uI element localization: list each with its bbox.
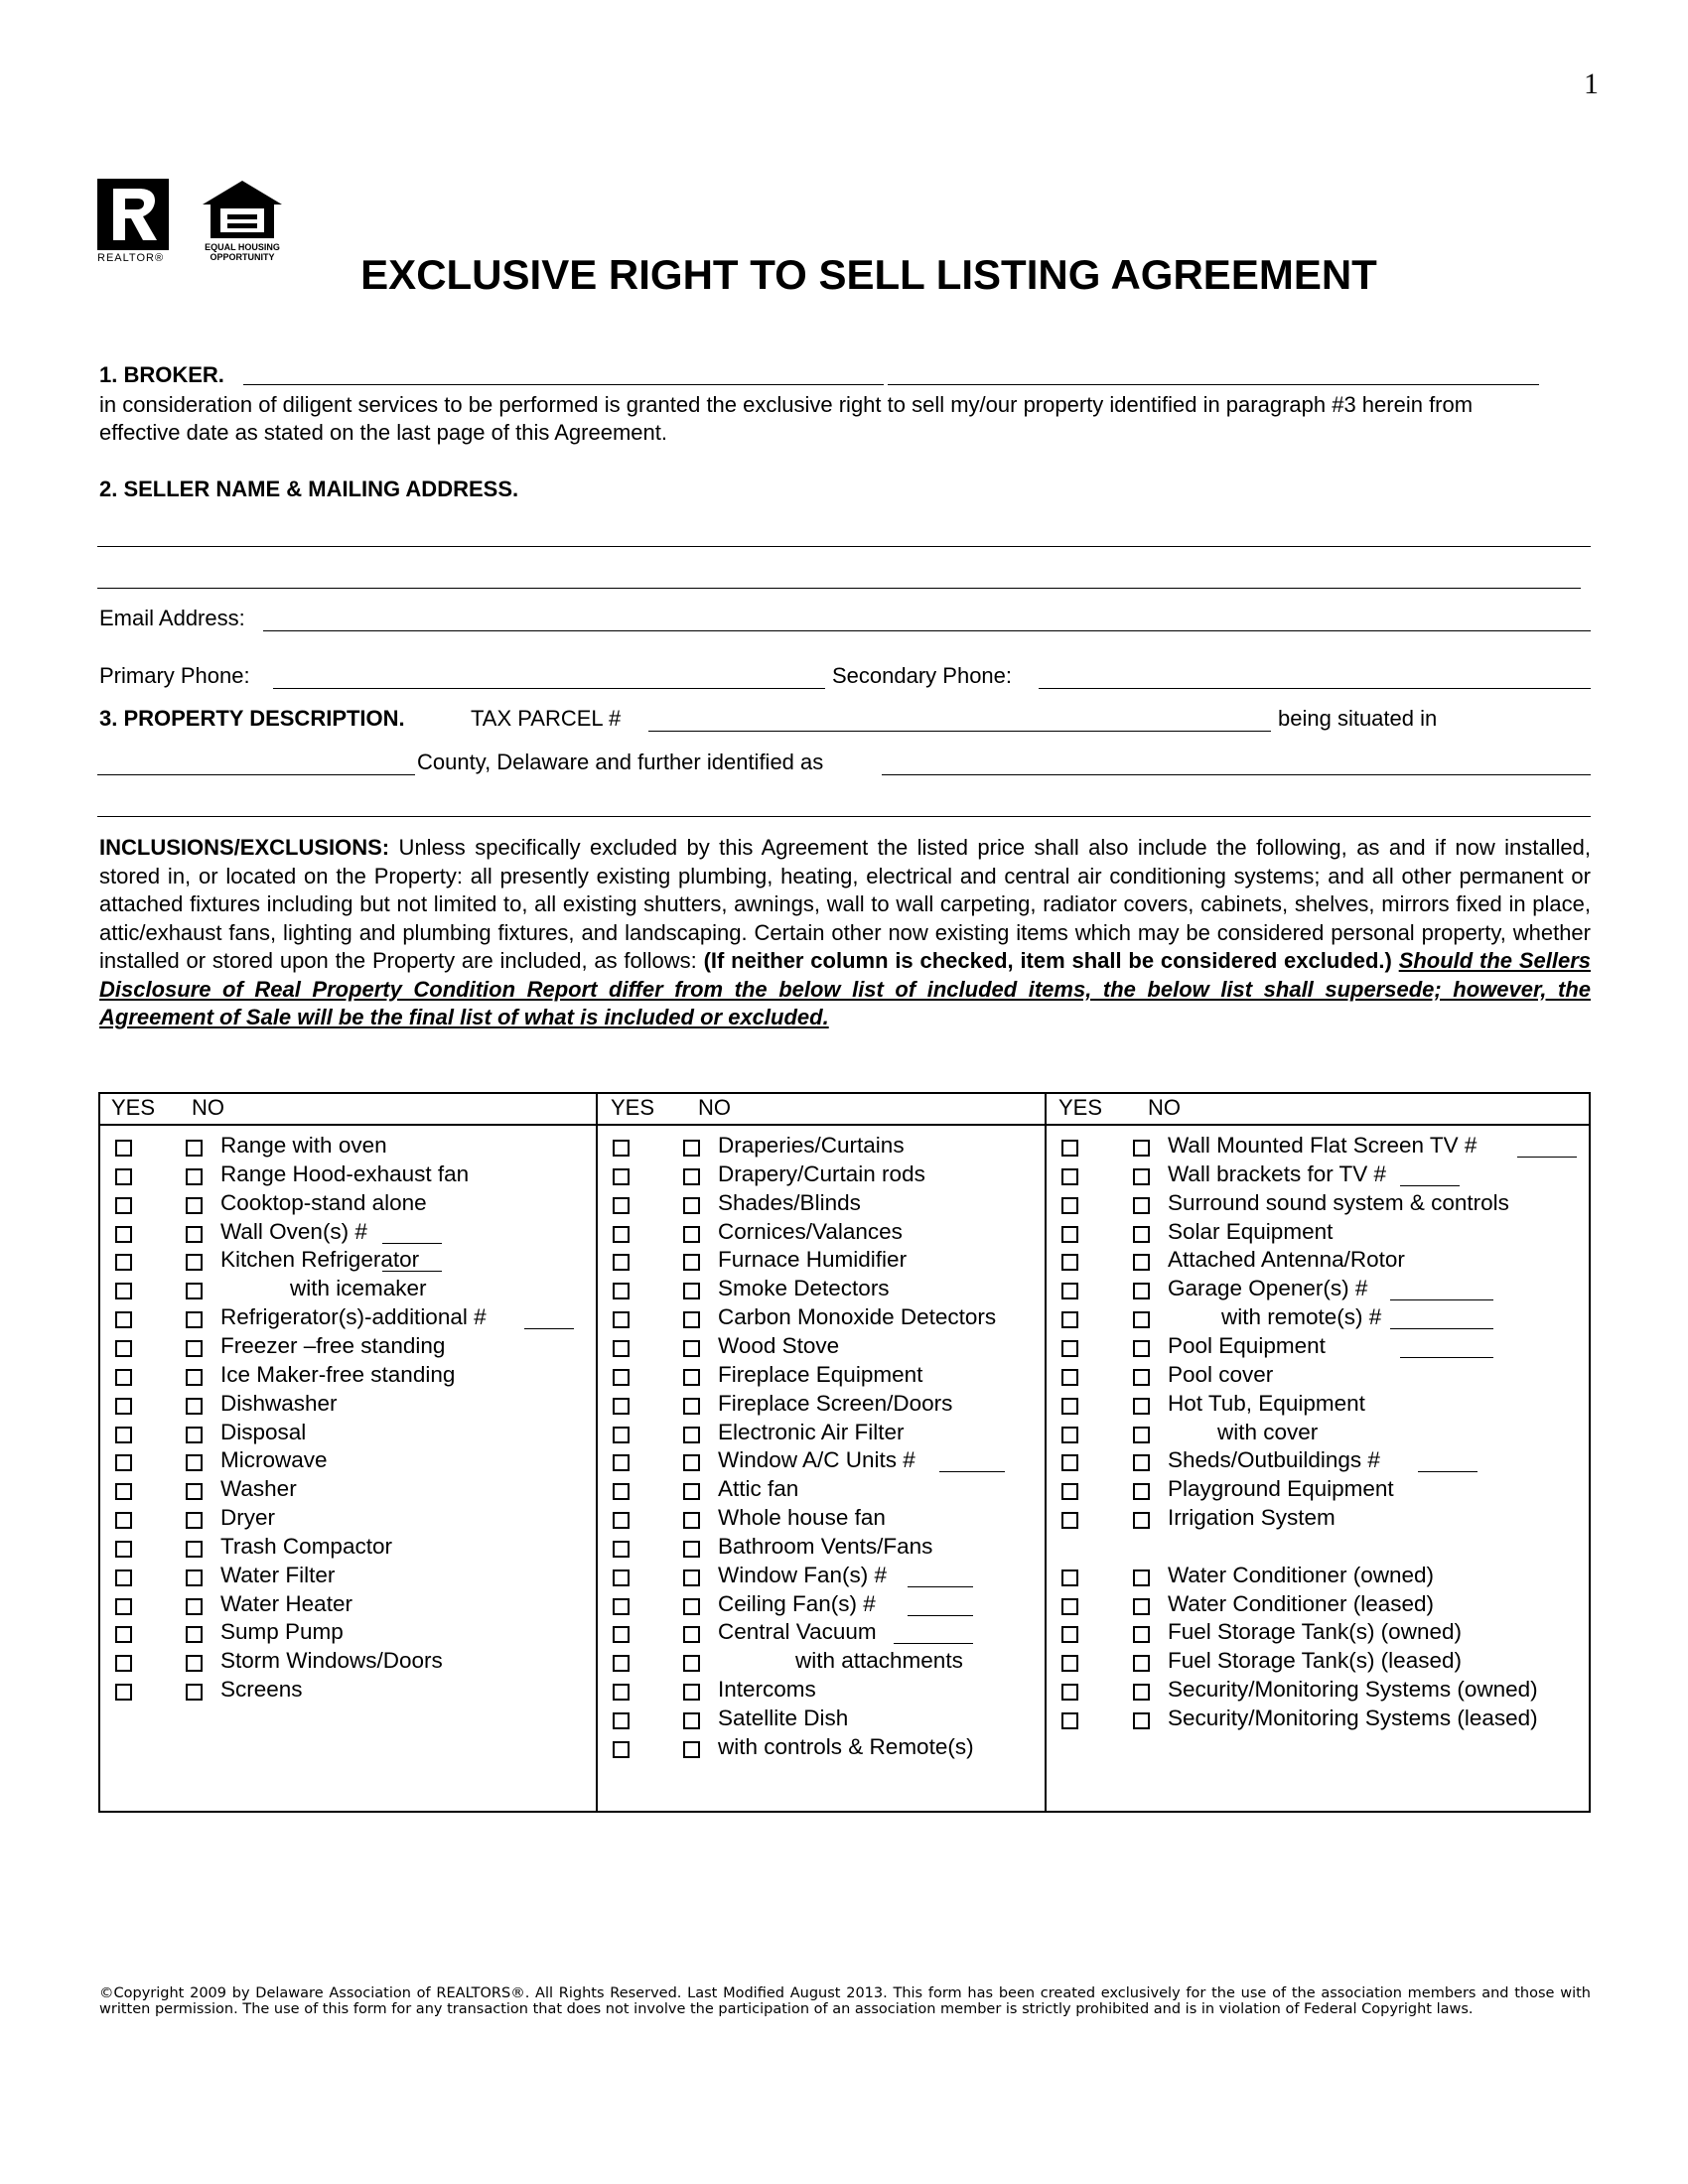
checklist-item-label: Whole house fan <box>718 1505 886 1531</box>
column-divider <box>1045 1092 1047 1813</box>
yes-checkbox[interactable] <box>115 1283 132 1299</box>
no-checkbox[interactable] <box>186 1454 203 1471</box>
checklist-item-label: Irrigation System <box>1168 1505 1336 1531</box>
yes-checkbox[interactable] <box>1061 1254 1078 1271</box>
yes-checkbox[interactable] <box>613 1570 630 1586</box>
yes-checkbox[interactable] <box>115 1541 132 1558</box>
checklist-item-label: Central Vacuum <box>718 1619 877 1645</box>
no-checkbox[interactable] <box>683 1254 700 1271</box>
checklist-item-label: Furnace Humidifier <box>718 1247 908 1273</box>
checklist-item-label: Ice Maker-free standing <box>220 1361 456 1387</box>
yes-checkbox[interactable] <box>613 1427 630 1443</box>
no-checkbox[interactable] <box>1133 1598 1150 1615</box>
no-checkbox[interactable] <box>683 1427 700 1443</box>
yes-checkbox[interactable] <box>115 1398 132 1415</box>
no-checkbox[interactable] <box>1133 1512 1150 1529</box>
yes-column-header: YES <box>611 1095 655 1120</box>
yes-checkbox[interactable] <box>613 1254 630 1271</box>
no-checkbox[interactable] <box>186 1570 203 1586</box>
inclusions-bold-note: (If neither column is checked, item shall be considered excluded.) <box>703 948 1392 973</box>
checklist-item-label: Trash Compactor <box>220 1533 392 1559</box>
yes-checkbox[interactable] <box>115 1655 132 1672</box>
broker-text: in consideration of diligent services to be performed is granted the exclusive right to sell my/our property identified in paragraph #3 herein from effective date as stated on the last page of this Agreement. <box>99 392 1474 445</box>
checklist-item-label: Electronic Air Filter <box>718 1419 905 1444</box>
yes-checkbox[interactable] <box>1061 1369 1078 1386</box>
yes-checkbox[interactable] <box>1061 1684 1078 1701</box>
no-checkbox[interactable] <box>186 1140 203 1157</box>
quantity-field[interactable] <box>1390 1328 1493 1329</box>
yes-checkbox[interactable] <box>613 1340 630 1357</box>
no-checkbox[interactable] <box>186 1483 203 1500</box>
no-checkbox[interactable] <box>683 1197 700 1214</box>
yes-checkbox[interactable] <box>1061 1626 1078 1643</box>
yes-checkbox[interactable] <box>1061 1427 1078 1443</box>
email-field[interactable] <box>263 630 1591 631</box>
no-checkbox[interactable] <box>1133 1340 1150 1357</box>
quantity-field[interactable] <box>1390 1299 1493 1300</box>
no-checkbox[interactable] <box>1133 1570 1150 1586</box>
checklist-item-label: Sump Pump <box>220 1619 344 1645</box>
no-checkbox[interactable] <box>1133 1168 1150 1185</box>
no-checkbox[interactable] <box>683 1655 700 1672</box>
checklist-item-label: Intercoms <box>718 1677 816 1703</box>
yes-checkbox[interactable] <box>115 1454 132 1471</box>
inclusions-label: INCLUSIONS/EXCLUSIONS: <box>99 835 390 860</box>
yes-checkbox[interactable] <box>1061 1226 1078 1243</box>
no-checkbox[interactable] <box>1133 1655 1150 1672</box>
inclusions-italic-note: Should the Sellers Disclosure of Real Property Condition Report differ from the below list of included items, the below list shall supersede; however, the Agreement of Sale will be the final list of what is included or excluded. <box>99 948 1591 1029</box>
checklist-item-label: Ceiling Fan(s) # <box>718 1590 876 1616</box>
no-column-header: NO <box>192 1095 224 1120</box>
yes-checkbox[interactable] <box>613 1226 630 1243</box>
yes-checkbox[interactable] <box>613 1741 630 1758</box>
no-checkbox[interactable] <box>683 1598 700 1615</box>
secondary-phone-field[interactable] <box>1039 688 1591 689</box>
checklist-item-label: Attic fan <box>718 1476 799 1502</box>
yes-checkbox[interactable] <box>1061 1512 1078 1529</box>
equal-housing-text: EQUAL HOUSING OPPORTUNITY <box>205 242 280 262</box>
yes-column-header: YES <box>1058 1095 1103 1120</box>
no-checkbox[interactable] <box>1133 1483 1150 1500</box>
no-checkbox[interactable] <box>186 1598 203 1615</box>
yes-checkbox[interactable] <box>613 1369 630 1386</box>
seller-address-line-1[interactable] <box>97 546 1591 547</box>
no-checkbox[interactable] <box>186 1512 203 1529</box>
no-checkbox[interactable] <box>683 1684 700 1701</box>
no-checkbox[interactable] <box>683 1454 700 1471</box>
yes-checkbox[interactable] <box>613 1684 630 1701</box>
seller-address-line-2[interactable] <box>97 588 1581 589</box>
inclusions-text: Unless specifically excluded by this Agreement the listed price shall also include the following, as and if now installed, stored in, or located on the Property: all presently existing plumbing, heating, electrical and central air conditioning systems; and all other permanent or attached fixtures including but not limited to, all existing shutters, awnings, wall to wall carpeting, radiator covers, cabinets, shelves, mirrors fixed in place, attic/exhaust fans, lighting and plumbing fixtures, and landscaping. Certain other now existing items which may be considered personal property, whether installed or stored upon the Property are included, as follows: <box>99 835 1591 973</box>
checklist-item-label: with icemaker <box>290 1276 427 1301</box>
checklist-item-label: Wood Stove <box>718 1332 840 1358</box>
no-column-header: NO <box>1148 1095 1181 1120</box>
yes-checkbox[interactable] <box>1061 1655 1078 1672</box>
checklist-item-label: Bathroom Vents/Fans <box>718 1533 933 1559</box>
yes-checkbox[interactable] <box>115 1311 132 1328</box>
checklist-item-label: Draperies/Curtains <box>718 1133 905 1158</box>
yes-checkbox[interactable] <box>1061 1311 1078 1328</box>
no-column-header: NO <box>698 1095 731 1120</box>
yes-checkbox[interactable] <box>1061 1598 1078 1615</box>
no-checkbox[interactable] <box>186 1541 203 1558</box>
no-checkbox[interactable] <box>1133 1226 1150 1243</box>
broker-name-field-2[interactable] <box>888 384 1539 385</box>
checklist-item-label: Smoke Detectors <box>718 1276 890 1301</box>
county-text: County, Delaware and further identified as <box>417 750 824 774</box>
yes-checkbox[interactable] <box>1061 1483 1078 1500</box>
checklist-item-label: Wall brackets for TV # <box>1168 1160 1387 1186</box>
no-checkbox[interactable] <box>683 1741 700 1758</box>
no-checkbox[interactable] <box>186 1226 203 1243</box>
no-checkbox[interactable] <box>683 1541 700 1558</box>
yes-checkbox[interactable] <box>613 1712 630 1729</box>
no-checkbox[interactable] <box>1133 1140 1150 1157</box>
broker-label: 1. BROKER. <box>99 362 224 387</box>
checklist-item-label: Screens <box>220 1677 303 1703</box>
no-checkbox[interactable] <box>683 1512 700 1529</box>
quantity-field[interactable] <box>1418 1471 1477 1472</box>
no-checkbox[interactable] <box>1133 1369 1150 1386</box>
no-checkbox[interactable] <box>683 1712 700 1729</box>
equal-housing-icon <box>201 179 284 240</box>
checklist-item-label: Satellite Dish <box>718 1706 849 1730</box>
checklist-item-label: Fuel Storage Tank(s) (owned) <box>1168 1619 1462 1645</box>
yes-checkbox[interactable] <box>115 1226 132 1243</box>
no-checkbox[interactable] <box>683 1340 700 1357</box>
yes-checkbox[interactable] <box>115 1427 132 1443</box>
checklist-item-label: with cover <box>1217 1419 1319 1444</box>
yes-checkbox[interactable] <box>1061 1398 1078 1415</box>
no-checkbox[interactable] <box>1133 1684 1150 1701</box>
yes-checkbox[interactable] <box>1061 1570 1078 1586</box>
yes-checkbox[interactable] <box>613 1512 630 1529</box>
yes-checkbox[interactable] <box>115 1570 132 1586</box>
quantity-field[interactable] <box>382 1271 442 1272</box>
no-checkbox[interactable] <box>683 1398 700 1415</box>
no-checkbox[interactable] <box>1133 1254 1150 1271</box>
quantity-field[interactable] <box>524 1328 574 1329</box>
yes-checkbox[interactable] <box>613 1283 630 1299</box>
yes-checkbox[interactable] <box>613 1541 630 1558</box>
yes-checkbox[interactable] <box>115 1598 132 1615</box>
no-checkbox[interactable] <box>186 1340 203 1357</box>
no-checkbox[interactable] <box>683 1140 700 1157</box>
yes-checkbox[interactable] <box>613 1626 630 1643</box>
situated-label: being situated in <box>1278 706 1438 731</box>
checklist-item-label: with controls & Remote(s) <box>718 1733 974 1759</box>
no-checkbox[interactable] <box>186 1427 203 1443</box>
realtor-logo-text: REALTOR® <box>97 252 165 264</box>
yes-checkbox[interactable] <box>115 1168 132 1185</box>
quantity-field[interactable] <box>1517 1157 1577 1158</box>
yes-checkbox[interactable] <box>613 1655 630 1672</box>
yes-checkbox[interactable] <box>613 1197 630 1214</box>
checklist-item-label: Dishwasher <box>220 1390 338 1416</box>
no-checkbox[interactable] <box>186 1369 203 1386</box>
no-checkbox[interactable] <box>683 1483 700 1500</box>
yes-checkbox[interactable] <box>1061 1340 1078 1357</box>
checklist-item-label: Window Fan(s) # <box>718 1562 888 1587</box>
checklist-item-label: Security/Monitoring Systems (owned) <box>1168 1677 1538 1703</box>
no-checkbox[interactable] <box>186 1684 203 1701</box>
header-divider <box>98 1124 1591 1126</box>
no-checkbox[interactable] <box>1133 1197 1150 1214</box>
checklist-item-label: Solar Equipment <box>1168 1218 1334 1244</box>
realtor-logo <box>97 179 169 250</box>
checklist-item-label: Window A/C Units # <box>718 1447 915 1473</box>
yes-checkbox[interactable] <box>115 1684 132 1701</box>
no-checkbox[interactable] <box>186 1398 203 1415</box>
yes-checkbox[interactable] <box>613 1454 630 1471</box>
checklist-item-label: Security/Monitoring Systems (leased) <box>1168 1706 1538 1730</box>
no-checkbox[interactable] <box>1133 1283 1150 1299</box>
copyright-footer: ©Copyright 2009 by Delaware Association of REALTORS®. All Rights Reserved. Last Modified August 2013. This form has been created exclusively for the use of the association members and those with written permission. The use of this form for any transaction that does not involve the participation of an association member is strictly prohibited and is in violation of Federal Copyright laws. <box>99 1985 1591 2017</box>
no-checkbox[interactable] <box>1133 1626 1150 1643</box>
no-checkbox[interactable] <box>683 1626 700 1643</box>
checklist-item-label: Storm Windows/Doors <box>220 1648 443 1674</box>
yes-column-header: YES <box>111 1095 156 1120</box>
checklist-item-label: Water Filter <box>220 1562 336 1587</box>
checklist-item-label: Shades/Blinds <box>718 1189 861 1215</box>
no-checkbox[interactable] <box>1133 1712 1150 1729</box>
yes-checkbox[interactable] <box>1061 1712 1078 1729</box>
yes-checkbox[interactable] <box>1061 1454 1078 1471</box>
no-checkbox[interactable] <box>683 1369 700 1386</box>
checklist-item-label: Playground Equipment <box>1168 1476 1394 1502</box>
quantity-field[interactable] <box>908 1586 973 1587</box>
no-checkbox[interactable] <box>683 1311 700 1328</box>
inclusions-paragraph <box>99 834 1591 1032</box>
checklist-item-label: with remote(s) # <box>1221 1304 1382 1330</box>
no-checkbox[interactable] <box>1133 1311 1150 1328</box>
checklist-item-label: Pool cover <box>1168 1361 1274 1387</box>
yes-checkbox[interactable] <box>613 1311 630 1328</box>
no-checkbox[interactable] <box>186 1626 203 1643</box>
property-label: 3. PROPERTY DESCRIPTION. <box>99 706 405 731</box>
checklist-item-label: Fuel Storage Tank(s) (leased) <box>1168 1648 1462 1674</box>
yes-checkbox[interactable] <box>1061 1140 1078 1157</box>
checklist-item-label: Water Conditioner (leased) <box>1168 1590 1435 1616</box>
no-checkbox[interactable] <box>1133 1398 1150 1415</box>
quantity-field[interactable] <box>1400 1185 1460 1186</box>
page-number: 1 <box>1584 68 1599 100</box>
yes-checkbox[interactable] <box>115 1512 132 1529</box>
no-checkbox[interactable] <box>186 1197 203 1214</box>
yes-checkbox[interactable] <box>115 1254 132 1271</box>
quantity-field[interactable] <box>1400 1357 1493 1358</box>
yes-checkbox[interactable] <box>613 1140 630 1157</box>
quantity-field[interactable] <box>939 1471 1005 1472</box>
yes-checkbox[interactable] <box>115 1483 132 1500</box>
yes-checkbox[interactable] <box>613 1483 630 1500</box>
checklist-item-label: Disposal <box>220 1419 307 1444</box>
checklist-item-label: Surround sound system & controls <box>1168 1189 1509 1215</box>
quantity-field[interactable] <box>894 1643 973 1644</box>
no-checkbox[interactable] <box>186 1283 203 1299</box>
no-checkbox[interactable] <box>1133 1427 1150 1443</box>
checklist-item-label: Fireplace Screen/Doors <box>718 1390 953 1416</box>
quantity-field[interactable] <box>382 1243 442 1244</box>
checklist-item-label: Washer <box>220 1476 297 1502</box>
no-checkbox[interactable] <box>1133 1454 1150 1471</box>
yes-checkbox[interactable] <box>1061 1283 1078 1299</box>
checklist-item-label: Cooktop-stand alone <box>220 1189 427 1215</box>
quantity-field[interactable] <box>908 1615 973 1616</box>
no-checkbox[interactable] <box>186 1655 203 1672</box>
page-title: EXCLUSIVE RIGHT TO SELL LISTING AGREEMENT <box>360 251 1377 298</box>
checklist-item-label: Water Heater <box>220 1590 352 1616</box>
yes-checkbox[interactable] <box>115 1626 132 1643</box>
checklist-item-label: Cornices/Valances <box>718 1218 903 1244</box>
checklist-item-label: Pool Equipment <box>1168 1332 1326 1358</box>
county-field[interactable] <box>97 774 415 775</box>
checklist-item-label: Wall Oven(s) # <box>220 1218 367 1244</box>
email-label: Email Address: <box>99 606 245 630</box>
checklist-item-label: Sheds/Outbuildings # <box>1168 1447 1380 1473</box>
no-checkbox[interactable] <box>186 1168 203 1185</box>
property-identification-field[interactable] <box>882 774 1591 775</box>
no-checkbox[interactable] <box>683 1283 700 1299</box>
no-checkbox[interactable] <box>186 1311 203 1328</box>
checklist-item-label: Kitchen Refrigerator <box>220 1247 420 1273</box>
checklist-item-label: Hot Tub, Equipment <box>1168 1390 1365 1416</box>
no-checkbox[interactable] <box>683 1168 700 1185</box>
checklist-item-label: Dryer <box>220 1505 275 1531</box>
checklist-item-label: Range with oven <box>220 1133 387 1158</box>
yes-checkbox[interactable] <box>115 1140 132 1157</box>
column-divider <box>596 1092 598 1813</box>
no-checkbox[interactable] <box>186 1254 203 1271</box>
checklist-item-label: Fireplace Equipment <box>718 1361 923 1387</box>
yes-checkbox[interactable] <box>1061 1168 1078 1185</box>
checklist-item-label: with attachments <box>795 1648 963 1674</box>
no-checkbox[interactable] <box>683 1570 700 1586</box>
yes-checkbox[interactable] <box>115 1340 132 1357</box>
checklist-item-label: Water Conditioner (owned) <box>1168 1562 1435 1587</box>
seller-label: 2. SELLER NAME & MAILING ADDRESS. <box>99 477 519 501</box>
checklist-item-label: Refrigerator(s)-additional # <box>220 1304 487 1330</box>
primary-phone-field[interactable] <box>273 688 825 689</box>
yes-checkbox[interactable] <box>1061 1197 1078 1214</box>
yes-checkbox[interactable] <box>613 1168 630 1185</box>
primary-phone-label: Primary Phone: <box>99 663 250 688</box>
tax-parcel-label: TAX PARCEL # <box>471 706 622 731</box>
checklist-item-label: Microwave <box>220 1447 328 1473</box>
checklist-item-label: Drapery/Curtain rods <box>718 1160 925 1186</box>
checklist-item-label: Wall Mounted Flat Screen TV # <box>1168 1133 1477 1158</box>
checklist-item-label: Attached Antenna/Rotor <box>1168 1247 1405 1273</box>
property-identification-line-2[interactable] <box>97 816 1591 817</box>
no-checkbox[interactable] <box>683 1226 700 1243</box>
checklist-item-label: Range Hood-exhaust fan <box>220 1160 470 1186</box>
checklist-item-label: Freezer –free standing <box>220 1332 446 1358</box>
yes-checkbox[interactable] <box>613 1598 630 1615</box>
yes-checkbox[interactable] <box>115 1369 132 1386</box>
tax-parcel-field[interactable] <box>648 731 1271 732</box>
yes-checkbox[interactable] <box>613 1398 630 1415</box>
secondary-phone-label: Secondary Phone: <box>832 663 1013 688</box>
broker-name-field[interactable] <box>243 384 884 385</box>
checklist-item-label: Carbon Monoxide Detectors <box>718 1304 997 1330</box>
yes-checkbox[interactable] <box>115 1197 132 1214</box>
checklist-item-label: Garage Opener(s) # <box>1168 1276 1368 1301</box>
